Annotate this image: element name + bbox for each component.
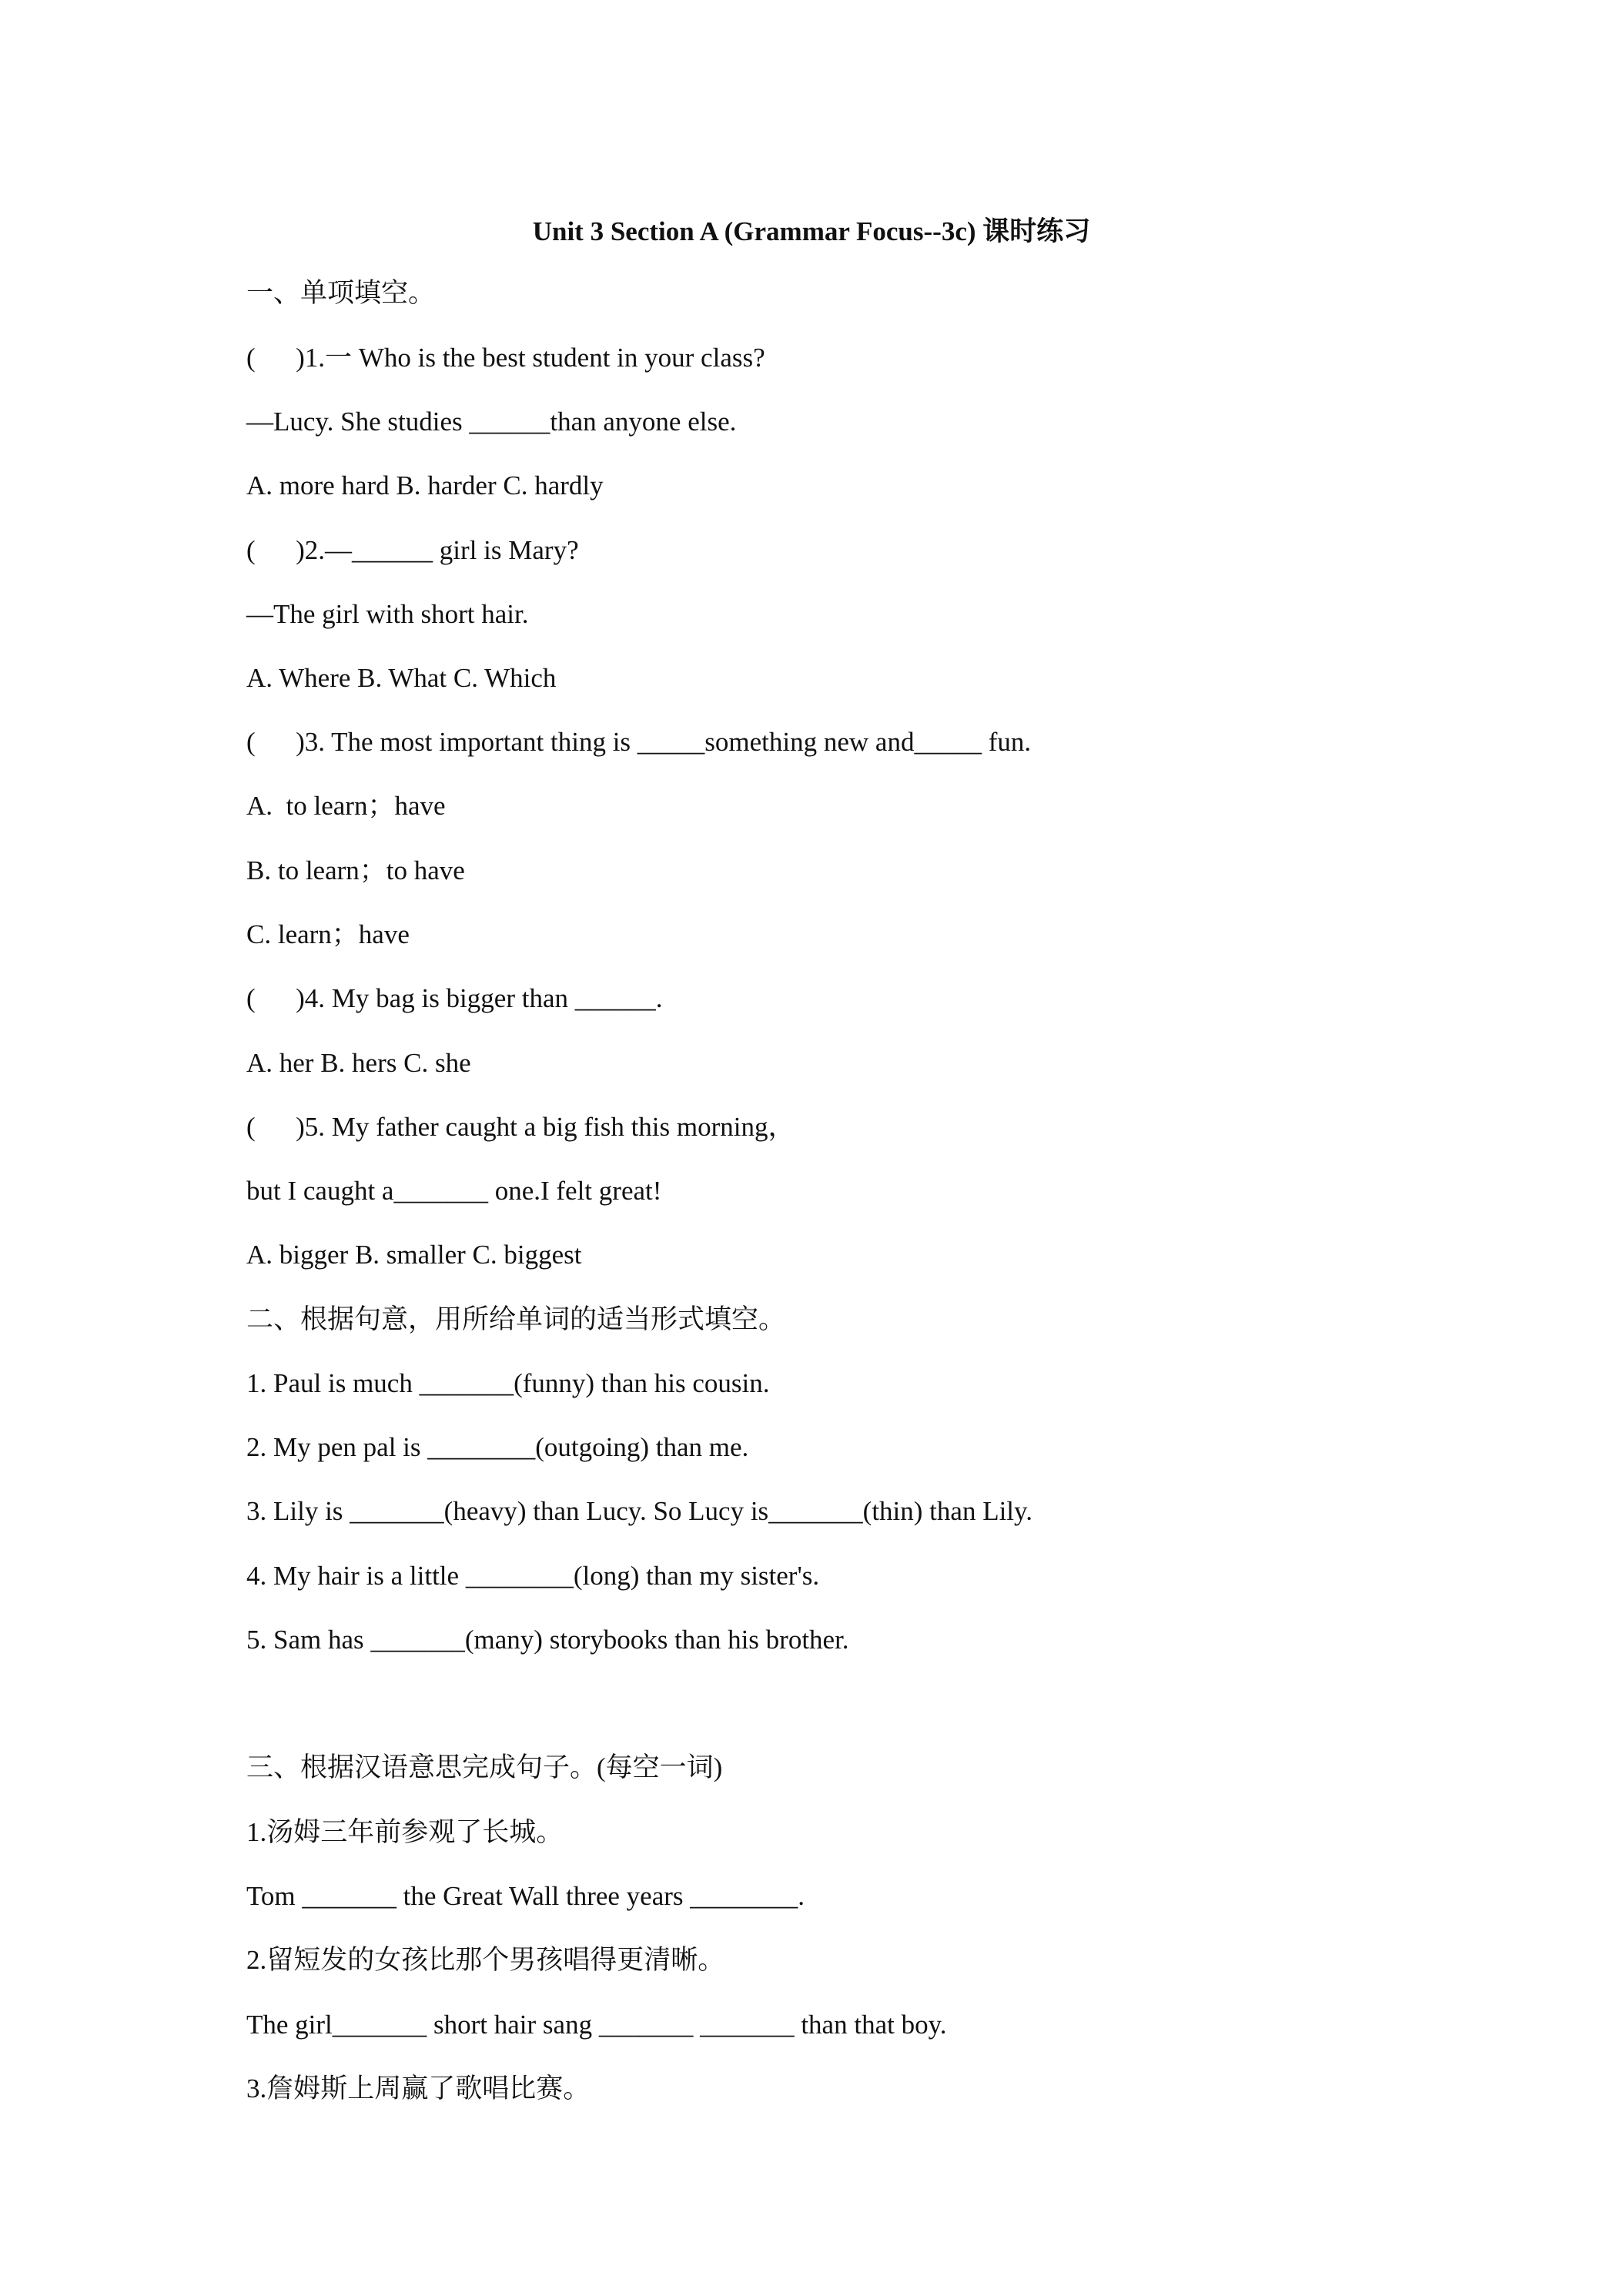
question-line: ( )3. The most important thing is _____something new and_____ fun. bbox=[246, 727, 1032, 757]
section-heading-3: 三、根据汉语意思完成句子。(每空一词) bbox=[246, 1752, 723, 1782]
option-line: A. bigger B. smaller C. biggest bbox=[246, 1240, 582, 1270]
option-line: A. her B. hers C. she bbox=[246, 1048, 471, 1078]
option-line: A. more hard B. harder C. hardly bbox=[246, 470, 604, 500]
option-line: A. Where B. What C. Which bbox=[246, 663, 557, 693]
question-line: 3.詹姆斯上周赢了歌唱比赛。 bbox=[246, 2073, 591, 2104]
document-title: Unit 3 Section A (Grammar Focus--3c) 课时练习 bbox=[532, 216, 1091, 246]
question-line: but I caught a_______ one.I felt great! bbox=[246, 1176, 662, 1206]
question-line: ( )2.—______ girl is Mary? bbox=[246, 535, 579, 565]
question-line: —Lucy. She studies ______than anyone else. bbox=[246, 407, 737, 437]
option-line: A. to learn；have bbox=[246, 791, 446, 821]
question-line: ( )1.一 Who is the best student in your class? bbox=[246, 343, 765, 373]
section-heading-1: 一、单项填空。 bbox=[246, 278, 436, 308]
question-line: 2. My pen pal is ________(outgoing) than me. bbox=[246, 1432, 749, 1462]
question-line: 4. My hair is a little ________(long) than my sister's. bbox=[246, 1561, 820, 1591]
option-line: B. to learn；to have bbox=[246, 855, 465, 885]
question-line: 3. Lily is _______(heavy) than Lucy. So Lucy is_______(thin) than Lily. bbox=[246, 1496, 1032, 1526]
question-line: The girl_______ short hair sang _______ _______ than that boy. bbox=[246, 2010, 947, 2040]
question-line: 2.留短发的女孩比那个男孩唱得更清晰。 bbox=[246, 1945, 725, 1975]
question-line: —The girl with short hair. bbox=[246, 599, 529, 629]
question-line: 5. Sam has _______(many) storybooks than his brother. bbox=[246, 1625, 849, 1655]
question-line: ( )4. My bag is bigger than ______. bbox=[246, 983, 663, 1013]
section-heading-2: 二、根据句意，用所给单词的适当形式填空。 bbox=[246, 1304, 786, 1334]
question-line: Tom _______ the Great Wall three years ________. bbox=[246, 1881, 805, 1911]
question-line: 1.汤姆三年前参观了长城。 bbox=[246, 1817, 564, 1847]
option-line: C. learn；have bbox=[246, 919, 410, 949]
question-line: ( )5. My father caught a big fish this morning， bbox=[246, 1112, 795, 1142]
question-line: 1. Paul is much _______(funny) than his cousin. bbox=[246, 1368, 770, 1398]
